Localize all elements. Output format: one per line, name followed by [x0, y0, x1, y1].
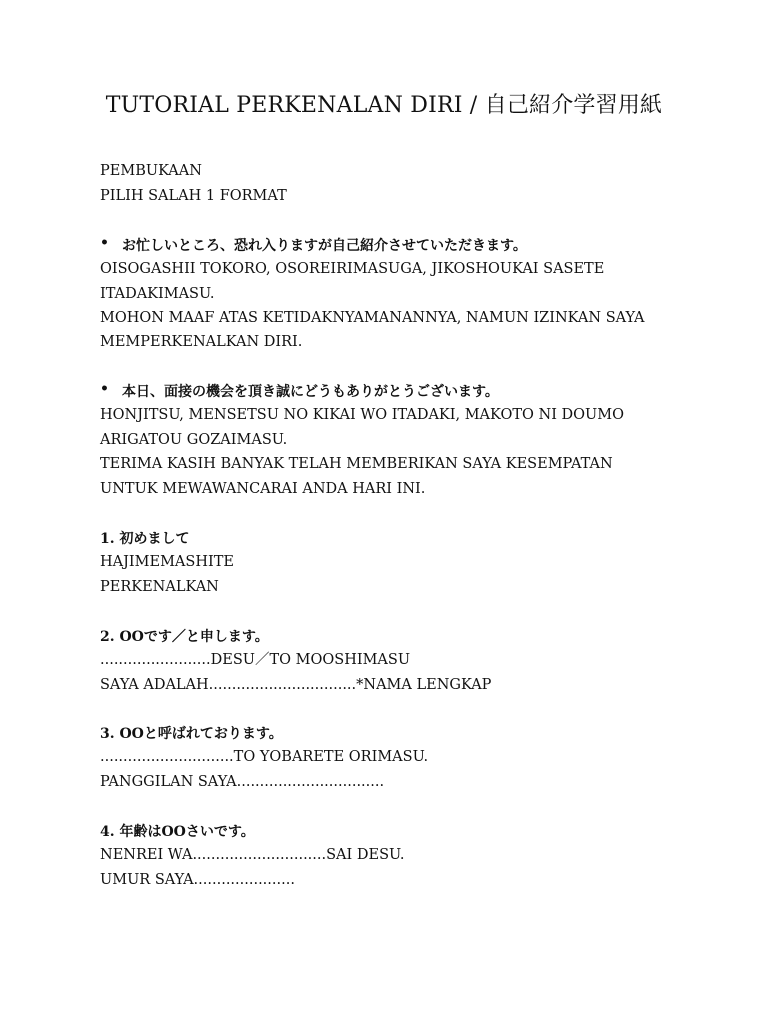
opening-heading: PEMBUKAAN	[100, 163, 202, 179]
item-2-line-1: ........................DESU／TO MOOSHIMASU	[100, 652, 411, 668]
item-2-line-2: SAYA ADALAH................................*NAMA LENGKAP	[100, 677, 492, 693]
bullet-2-japanese: 本日、面接の機会を頂き誠にどうもありがとうございます。	[122, 384, 499, 400]
document-title: TUTORIAL PERKENALAN DIRI / 自己紹介学習用紙	[105, 93, 663, 118]
item-3-line-1: .............................TO YOBARETE ORIMASU.	[100, 749, 429, 765]
item-1-line-2: PERKENALKAN	[100, 579, 219, 595]
bullet-1-romaji-line-2: ITADAKIMASU.	[100, 286, 215, 302]
bullet-marker: •	[100, 235, 109, 251]
item-4-line-2: UMUR SAYA......................	[100, 872, 295, 888]
item-1-heading: 1. 初めまして	[100, 531, 190, 547]
item-3-line-2: PANGGILAN SAYA................................	[100, 774, 385, 790]
item-4-line-1: NENREI WA.............................SAI DESU.	[100, 847, 405, 863]
bullet-2-romaji-line-1: HONJITSU, MENSETSU NO KIKAI WO ITADAKI, MAKOTO NI DOUMO	[100, 407, 625, 423]
bullet-2-meaning-line-2: UNTUK MEWAWANCARAI ANDA HARI INI.	[100, 481, 426, 497]
bullet-1-meaning-line-2: MEMPERKENALKAN DIRI.	[100, 334, 303, 350]
item-1-line-1: HAJIMEMASHITE	[100, 554, 234, 570]
bullet-2-meaning-line-1: TERIMA KASIH BANYAK TELAH MEMBERIKAN SAYA KESEMPATAN	[100, 456, 613, 472]
bullet-1-japanese: お忙しいところ、恐れ入りますが自己紹介させていただきます。	[122, 238, 527, 254]
item-3-heading: 3. OOと呼ばれております。	[100, 726, 283, 742]
bullet-marker: •	[100, 381, 109, 397]
bullet-1-meaning-line-1: MOHON MAAF ATAS KETIDAKNYAMANANNYA, NAMUN IZINKAN SAYA	[100, 310, 645, 326]
item-2-heading: 2. OOです／と申します。	[100, 629, 269, 645]
bullet-1-romaji-line-1: OISOGASHII TOKORO, OSOREIRIMASUGA, JIKOSHOUKAI SASETE	[100, 261, 605, 277]
opening-subheading: PILIH SALAH 1 FORMAT	[100, 188, 287, 204]
bullet-2-romaji-line-2: ARIGATOU GOZAIMASU.	[100, 432, 288, 448]
item-4-heading: 4. 年齢はOOさいです。	[100, 824, 255, 840]
